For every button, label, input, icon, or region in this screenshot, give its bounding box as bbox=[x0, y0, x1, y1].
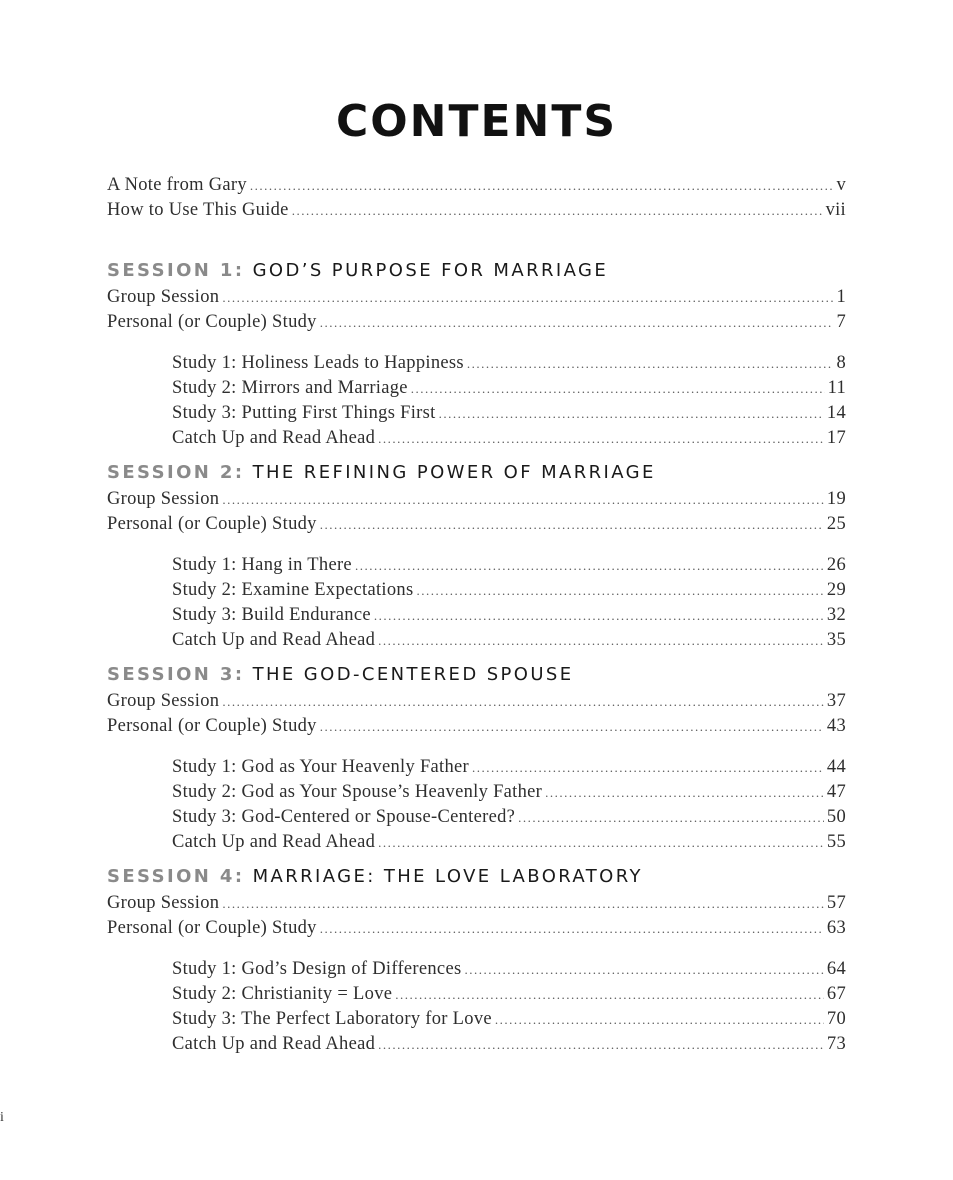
toc-study-entry[interactable] bbox=[107, 832, 846, 857]
toc-entry-label: Personal (or Couple) Study bbox=[107, 312, 317, 332]
dot-leader bbox=[378, 1037, 824, 1053]
toc-entry-page: 73 bbox=[826, 1034, 846, 1054]
toc-entry-label: Group Session bbox=[107, 287, 220, 307]
toc-entry-label: Group Session bbox=[107, 691, 220, 711]
dot-leader bbox=[292, 203, 823, 219]
toc-entry-label: Study 3: The Perfect Laboratory for Love bbox=[172, 1009, 492, 1029]
toc-study-entry[interactable] bbox=[107, 807, 846, 832]
session-number: SESSION 4: bbox=[107, 866, 245, 887]
session-title: THE GOD-CENTERED SPOUSE bbox=[252, 664, 574, 685]
toc-entry-page: v bbox=[836, 175, 846, 195]
session-title: GOD’S PURPOSE FOR MARRIAGE bbox=[252, 260, 609, 281]
dot-leader bbox=[355, 558, 824, 574]
toc-entry-page: 25 bbox=[826, 514, 846, 534]
dot-leader bbox=[320, 517, 824, 533]
toc-entry-label: Catch Up and Read Ahead bbox=[172, 832, 376, 852]
session-4-heading[interactable] bbox=[107, 866, 846, 893]
dot-leader bbox=[411, 381, 825, 397]
session-3-heading[interactable] bbox=[107, 664, 846, 691]
toc-entry-label: Study 3: Build Endurance bbox=[172, 605, 371, 625]
toc-entry-page: 26 bbox=[826, 555, 846, 575]
toc-entry-page: 64 bbox=[826, 959, 846, 979]
toc-study-entry[interactable] bbox=[107, 757, 846, 782]
toc-entry-label: Study 1: God as Your Heavenly Father bbox=[172, 757, 470, 777]
dot-leader bbox=[378, 835, 824, 851]
toc-study-entry[interactable] bbox=[107, 378, 846, 403]
session-2-heading[interactable] bbox=[107, 462, 846, 489]
toc-entry-label: Study 2: Examine Expectations bbox=[172, 580, 414, 600]
dot-leader bbox=[416, 583, 823, 599]
toc-entry-page: 17 bbox=[826, 428, 846, 448]
toc-entry-label: Study 3: God-Centered or Spouse-Centered? bbox=[172, 807, 516, 827]
toc-entry-page: 47 bbox=[826, 782, 846, 802]
dot-leader bbox=[495, 1012, 824, 1028]
toc-entry-label: A Note from Gary bbox=[107, 175, 247, 195]
toc-entry-page: 14 bbox=[826, 403, 846, 423]
toc-entry-page: 37 bbox=[826, 691, 846, 711]
toc-entry-page: vii bbox=[825, 200, 846, 220]
toc-entry-page: 70 bbox=[826, 1009, 846, 1029]
toc-entry-label: Group Session bbox=[107, 489, 220, 509]
session-title: THE REFINING POWER OF MARRIAGE bbox=[252, 462, 656, 483]
toc-entry-label: Catch Up and Read Ahead bbox=[172, 630, 376, 650]
toc-entry-note-from-gary[interactable] bbox=[107, 175, 846, 200]
page-number: i bbox=[0, 1110, 4, 1125]
toc-study-entry[interactable] bbox=[107, 555, 846, 580]
toc-entry-group-session[interactable] bbox=[107, 893, 846, 918]
toc-study-entry[interactable] bbox=[107, 959, 846, 984]
toc-entry-page: 43 bbox=[826, 716, 846, 736]
toc-entry-page: 67 bbox=[826, 984, 846, 1004]
toc-study-entry[interactable] bbox=[107, 1009, 846, 1034]
toc-entry-label: How to Use This Guide bbox=[107, 200, 289, 220]
toc-entry-personal-study[interactable] bbox=[107, 312, 846, 337]
toc-study-entry[interactable] bbox=[107, 403, 846, 428]
dot-leader bbox=[320, 719, 824, 735]
toc-entry-page: 44 bbox=[826, 757, 846, 777]
toc-entry-page: 1 bbox=[836, 287, 846, 307]
dot-leader bbox=[395, 987, 824, 1003]
dot-leader bbox=[545, 785, 824, 801]
dot-leader bbox=[222, 290, 833, 306]
toc-entry-page: 11 bbox=[827, 378, 846, 398]
toc-entry-page: 55 bbox=[826, 832, 846, 852]
toc-entry-page: 7 bbox=[836, 312, 846, 332]
dot-leader bbox=[439, 406, 824, 422]
toc-entry-personal-study[interactable] bbox=[107, 716, 846, 741]
toc-study-entry[interactable] bbox=[107, 782, 846, 807]
toc-entry-page: 19 bbox=[826, 489, 846, 509]
toc-entry-personal-study[interactable] bbox=[107, 514, 846, 539]
dot-leader bbox=[222, 896, 824, 912]
session-number: SESSION 1: bbox=[107, 260, 245, 281]
toc-entry-label: Study 2: God as Your Spouse’s Heavenly Father bbox=[172, 782, 543, 802]
toc-entry-label: Personal (or Couple) Study bbox=[107, 918, 317, 938]
toc-entry-group-session[interactable] bbox=[107, 287, 846, 312]
toc-study-entry[interactable] bbox=[107, 353, 846, 378]
dot-leader bbox=[374, 608, 824, 624]
toc-entry-personal-study[interactable] bbox=[107, 918, 846, 943]
toc-body bbox=[107, 175, 846, 1059]
toc-entry-page: 63 bbox=[826, 918, 846, 938]
toc-entry-page: 29 bbox=[826, 580, 846, 600]
dot-leader bbox=[472, 760, 824, 776]
dot-leader bbox=[378, 431, 824, 447]
toc-entry-label: Group Session bbox=[107, 893, 220, 913]
dot-leader bbox=[464, 962, 823, 978]
session-title: MARRIAGE: THE LOVE LABORATORY bbox=[252, 866, 643, 887]
toc-entry-label: Personal (or Couple) Study bbox=[107, 514, 317, 534]
toc-entry-label: Study 2: Mirrors and Marriage bbox=[172, 378, 408, 398]
toc-entry-group-session[interactable] bbox=[107, 691, 846, 716]
toc-entry-label: Personal (or Couple) Study bbox=[107, 716, 317, 736]
session-number: SESSION 2: bbox=[107, 462, 245, 483]
dot-leader bbox=[320, 315, 834, 331]
toc-entry-label: Study 3: Putting First Things First bbox=[172, 403, 436, 423]
dot-leader bbox=[222, 694, 824, 710]
dot-leader bbox=[320, 921, 824, 937]
toc-entry-group-session[interactable] bbox=[107, 489, 846, 514]
dot-leader bbox=[250, 178, 834, 194]
toc-entry-page: 35 bbox=[826, 630, 846, 650]
toc-entry-label: Catch Up and Read Ahead bbox=[172, 428, 376, 448]
toc-entry-label: Study 2: Christianity = Love bbox=[172, 984, 393, 1004]
toc-entry-label: Catch Up and Read Ahead bbox=[172, 1034, 376, 1054]
page-title: CONTENTS bbox=[335, 96, 618, 147]
toc-entry-label: Study 1: Holiness Leads to Happiness bbox=[172, 353, 464, 373]
toc-study-entry[interactable] bbox=[107, 984, 846, 1009]
dot-leader bbox=[222, 492, 824, 508]
dot-leader bbox=[467, 356, 834, 372]
toc-study-entry[interactable] bbox=[107, 428, 846, 453]
dot-leader bbox=[518, 810, 824, 826]
toc-study-entry[interactable] bbox=[107, 1034, 846, 1059]
session-1-heading[interactable] bbox=[107, 260, 846, 287]
toc-entry-page: 57 bbox=[826, 893, 846, 913]
session-number: SESSION 3: bbox=[107, 664, 245, 685]
toc-study-entry[interactable] bbox=[107, 605, 846, 630]
toc-study-entry[interactable] bbox=[107, 630, 846, 655]
toc-entry-label: Study 1: Hang in There bbox=[172, 555, 352, 575]
toc-study-entry[interactable] bbox=[107, 580, 846, 605]
toc-entry-page: 32 bbox=[826, 605, 846, 625]
toc-entry-label: Study 1: God’s Design of Differences bbox=[172, 959, 462, 979]
dot-leader bbox=[378, 633, 824, 649]
toc-entry-page: 8 bbox=[836, 353, 846, 373]
toc-entry-page: 50 bbox=[826, 807, 846, 827]
toc-entry-how-to-use[interactable] bbox=[107, 200, 846, 225]
